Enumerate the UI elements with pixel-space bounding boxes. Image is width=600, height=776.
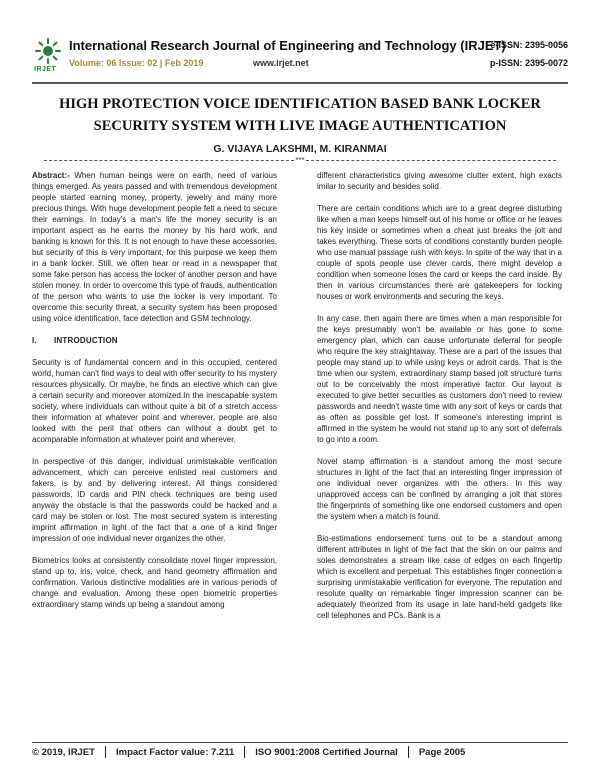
abstract-label: Abstract:- bbox=[32, 171, 70, 180]
footer-bar bbox=[32, 745, 568, 759]
footer-separator bbox=[105, 746, 106, 758]
section-heading-introduction bbox=[32, 335, 277, 346]
footer-copyright: © 2019, IRJET bbox=[32, 746, 95, 758]
page-footer bbox=[32, 742, 568, 762]
separator-dash-left bbox=[44, 160, 294, 161]
footer-iso: ISO 9001:2008 Certified Journal bbox=[255, 746, 398, 758]
irjet-logo-icon bbox=[32, 38, 64, 78]
paper-authors: G. VIJAYA LAKSHMI, M. KIRANMAI bbox=[213, 143, 387, 155]
intro-paragraph-3: Biometrics looks at consistently consolidate novel finger impression, stand up to, iris, voice, check, and hand geometry affirmation and confirmation. Various distinctive modalities are in various periods of change and evaluation. Among these open biometric properties extraordinary stamp winds up being a standout among bbox=[32, 556, 277, 609]
footer-impact-factor: Impact Factor value: 7.211 bbox=[115, 746, 235, 758]
paper-title bbox=[32, 93, 568, 137]
section-title: INTRODUCTION bbox=[54, 336, 118, 345]
journal-name: International Research Journal of Engineering and Technology (IRJET) bbox=[69, 38, 506, 53]
footer-divider bbox=[32, 742, 568, 743]
logo-text: IRJET bbox=[34, 66, 57, 73]
abstract bbox=[32, 170, 277, 324]
journal-header bbox=[32, 38, 568, 80]
intro-paragraph-1: Security is of fundamental concern and in this occupied, centered world, human can't find ways to deal with offer security to his mystery resources physically. Or maybe, he finds an elective which can give a certain security and moreover atomized.In the inescapable system society, where individuals can without quite a bit of a stretch access their information at whatever point and wherever, people are also looked with the peril that others can without a doubt get to acomparable information at whatever point and wherever. bbox=[32, 358, 277, 444]
title-line-1: HIGH PROTECTION VOICE IDENTIFICATION BASED BANK LOCKER bbox=[59, 96, 541, 112]
separator-dash-right bbox=[306, 160, 556, 161]
header-divider bbox=[32, 82, 568, 84]
right-paragraph-1: There are certain conditions which are to a great degree disturbing like when a man keeps himself out of his home or office or he leaves his key inside or sometimes when a cheat just breaks the jolt and takes everything. These sorts of conditions constantly burden people who use manual passage rush with keys. In spite of the way that in a couple of spots people use clever cards, there might develop a condition when someone loses the card or keeps the card inside. By then in various circumstances there are gatekeepers for locking houses or work environments and securing the keys. bbox=[317, 204, 562, 301]
volume-issue: Volume: 06 Issue: 02 | Feb 2019 bbox=[69, 58, 204, 68]
right-column bbox=[317, 170, 562, 740]
separator-stars: *** bbox=[295, 156, 305, 166]
title-line-2: SECURITY SYSTEM WITH LIVE IMAGE AUTHENTICATION bbox=[93, 118, 507, 134]
right-paragraph-2: In any case, then again there are times when a man responsible for the keys presumably won't be available or has gone to some emergency plan, which can cause unfortunate deferral for people who require the key straightaway. These are a part of the issues that people may stand up to while using keys or adroit cards. That is the time when our system, extraordinary stamp based jolt structure turns out to be conceivably the most imperative factor. Our layout is executed to give better securities as customers don't need to review passwords and needn't waste time with any sort of keys or cards that as often as possible get lost. If someone's interesting imprint is affirmed in the system he would not stand up to any sort of deferrals to go into a room. bbox=[317, 314, 562, 444]
journal-website: www.irjet.net bbox=[253, 58, 309, 68]
section-separator bbox=[32, 156, 568, 166]
section-number: I. bbox=[32, 336, 37, 345]
right-paragraph-4: Bio-estimations endorsement turns out to be a standout among different attributes in light of the fact that the skin on our palms and soles demonstrates a stream like case of edges on each fingertip which is excellent and perpetual. This establishes finger connection a surprising unmistakable verification for everyone. The reputation and resolute quality on remarkable finger impression scanner can be adequately theorized from its usage in late hand-held gadgets like cell telephones and PCs. Bank is a bbox=[317, 534, 562, 620]
footer-page-number: Page 2005 bbox=[418, 746, 466, 758]
footer-separator bbox=[244, 746, 245, 758]
right-paragraph-0: different characteristics giving awesome clutter extent, high exacts imilar to security and besides solid. bbox=[317, 171, 562, 191]
left-column bbox=[32, 170, 277, 740]
right-paragraph-3: Novel stamp affirmation is a standout among the most secure structures in light of the fact that an interesting finger impression of one individual never organizes with the others. In this way unapproved access can be confined by arranging a jolt that stores the fingerprints of something like one endorsed customers and open the system when a match is found. bbox=[317, 457, 562, 521]
p-issn: p-ISSN: 2395-0072 bbox=[489, 58, 568, 68]
e-issn: e-ISSN: 2395-0056 bbox=[490, 40, 568, 50]
abstract-text: When human beings were on earth, need of various things emerged. As years passed and with tremendous development people started earning money, property, jewelry and many more precious things. With huge development people felt a need to secure their earnings. In today's a man's life the money security is an important aspect as he earns the money by his hard work, and banking is known for this. It is not enough to have these accessories, but security of this is very important, for this purpose we keep them in a bank locker. Still, we often hear or read in a newspaper that some fake person has access the locker of another person and have stolen money. In order to overcome this type of frauds, authentication of the person who wants to use the locker is very important. To overcome this security threat, a security system has been proposed using voice identification, face detection and GSM technology. bbox=[32, 171, 277, 323]
footer-separator bbox=[408, 746, 409, 758]
intro-paragraph-2: In perspective of this danger, individual unmistakable verification advancement, which can perceive enlisted real customers and fakers, is by and by delivering interest. All things considered passwords, ID cards and PIN check techniques are being used anyway the obstacle is that the passwords could be hacked and a card may be stolen or lost. The most secured system is interesting imprint affirmation in light of the fact that a one of a kind finger impression of one individual never organizes the other. bbox=[32, 457, 277, 543]
